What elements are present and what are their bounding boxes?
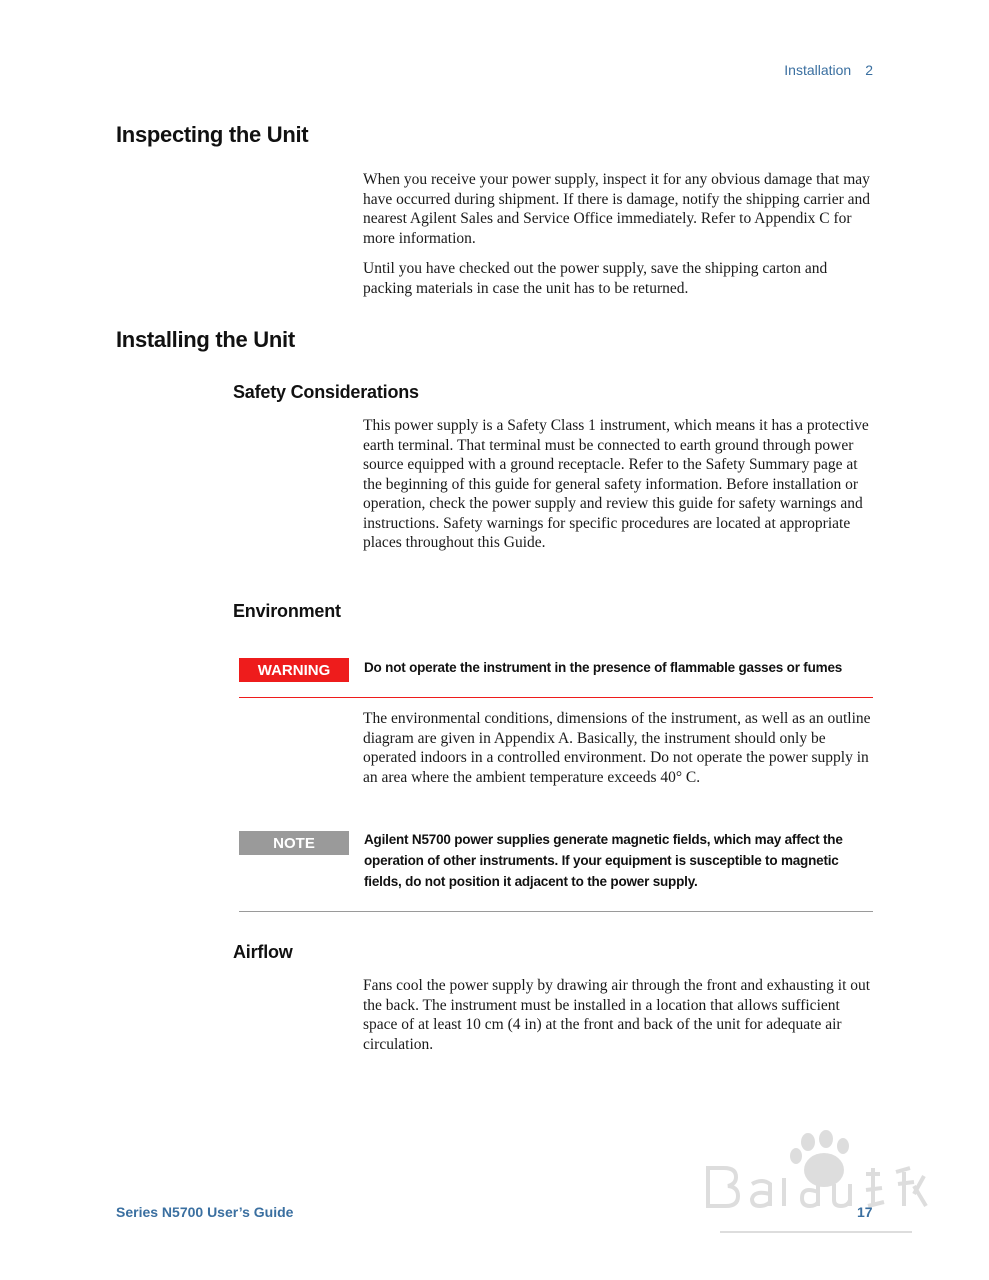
airflow-paragraph: Fans cool the power supply by drawing air through the front and exhausting it out the back. The instrument must be installed in a location that allows sufficient space of at least 10 cm (4 in) at the front and back of the unit for adequate air circulation. — [363, 977, 871, 1053]
safety-paragraph: This power supply is a Safety Class 1 instrument, which means it has a protective earth terminal. That terminal must be connected to earth ground through power source equipped with a ground receptacle. Refer to the Safety Summary page at the beginning of this guide for general safety information. Before installation or operation, check the power supply and review this guide for safety warnings and instructions. Safety warnings for specific procedures are located at appropriate places throughout this Guide. — [363, 417, 869, 551]
note-divider — [239, 911, 873, 912]
inspecting-paragraph-2: Until you have checked out the power supply, save the shipping carton and packing materials in case the unit has to be returned. — [363, 260, 828, 297]
page-number: 17 — [857, 1204, 873, 1220]
environment-paragraph: The environmental conditions, dimensions of the instrument, as well as an outline diagram are given in Appendix A. Basically, the instrument should only be operated indoors in a controlled environment. Do not operate the power supply in an area where the ambient temperature exceeds 40° C. — [363, 710, 871, 786]
inspecting-paragraph-1: When you receive your power supply, inspect it for any obvious damage that may have occurred during shipment. If there is damage, notify the shipping carrier and nearest Agilent Sales and Service Office immediately. Refer to Appendix C for more information. — [363, 171, 871, 247]
warning-badge: WARNING — [239, 658, 349, 682]
subsection-title-airflow: Airflow — [233, 942, 293, 962]
subsection-title-safety: Safety Considerations — [233, 382, 419, 402]
footer-guide-title: Series N5700 User’s Guide — [116, 1204, 294, 1220]
note-text: Agilent N5700 power supplies generate magnetic fields, which may affect the operation of other instruments. If your equipment is susceptible to magnetic fields, do not position it adjacent to the power supply. — [364, 832, 843, 889]
subsection-title-environment: Environment — [233, 601, 341, 621]
running-header — [784, 62, 873, 78]
chapter-title: Installation — [784, 62, 852, 78]
chapter-number: 2 — [865, 62, 873, 78]
watermark-logo-icon — [700, 1128, 940, 1243]
warning-text: Do not operate the instrument in the presence of flammable gasses or fumes — [364, 660, 843, 675]
note-badge: NOTE — [239, 831, 349, 855]
warning-divider — [239, 697, 873, 698]
section-title-inspecting: Inspecting the Unit — [116, 122, 309, 147]
section-title-installing: Installing the Unit — [116, 327, 295, 352]
